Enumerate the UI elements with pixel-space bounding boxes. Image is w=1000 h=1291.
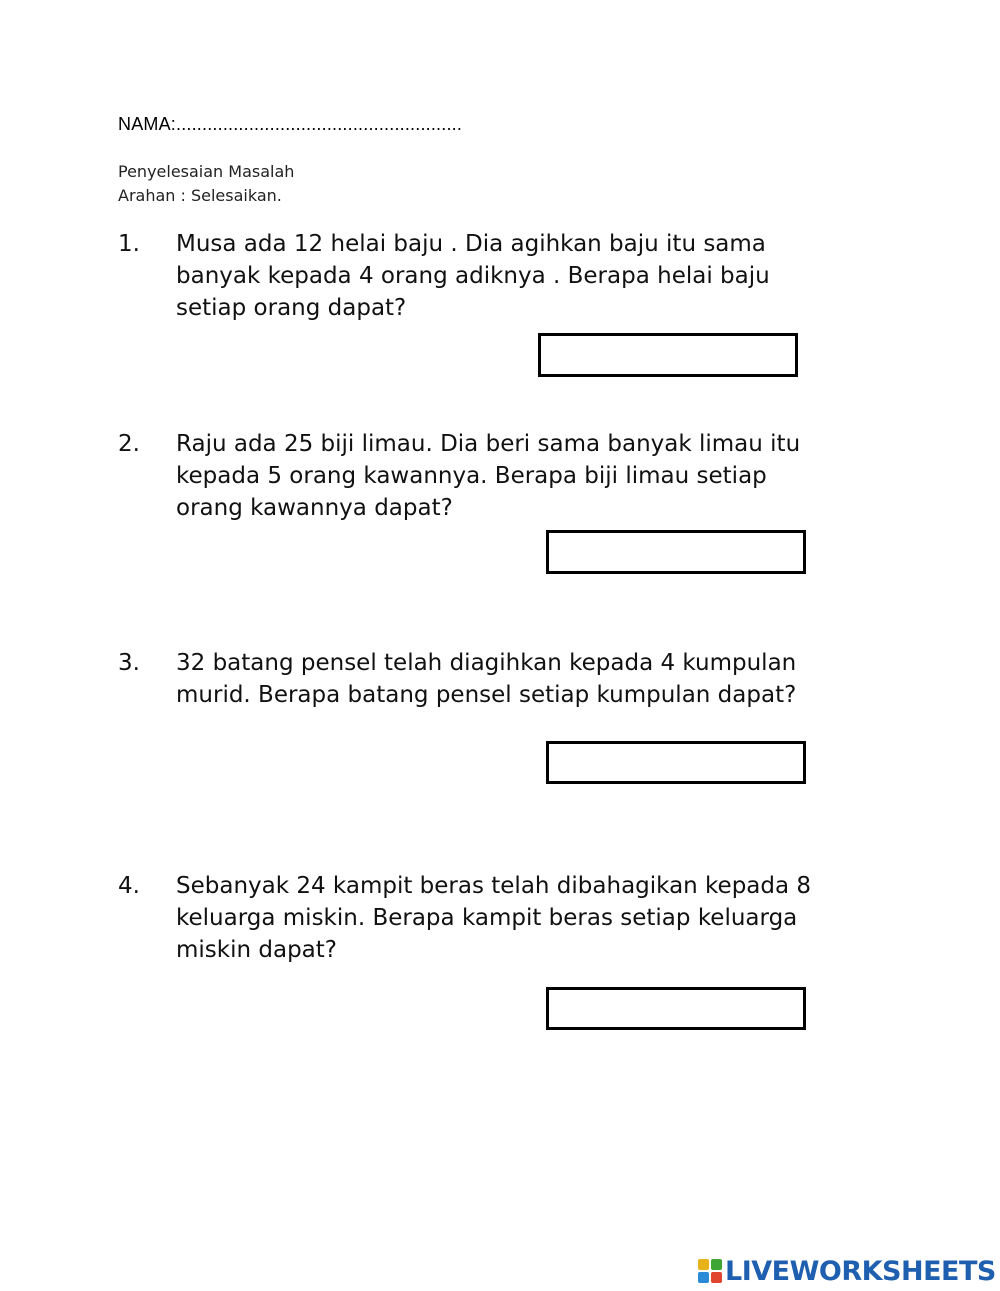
- question-2-number: 2.: [118, 431, 140, 457]
- question-1-answer-box[interactable]: [538, 333, 798, 377]
- logo-square-1: [698, 1259, 709, 1270]
- question-1-text: Musa ada 12 helai baju . Dia agihkan baju itu sama banyak kepada 4 orang adiknya . Berapa helai baju setiap orang dapat?: [176, 231, 770, 321]
- question-3-number: 3.: [118, 650, 140, 676]
- instruction-text: Arahan : Selesaikan.: [118, 186, 282, 205]
- liveworksheets-logo-text: LIVEWORKSHEETS: [725, 1255, 996, 1287]
- question-2-answer-box[interactable]: [546, 530, 806, 574]
- question-4-answer-box[interactable]: [546, 987, 806, 1030]
- liveworksheets-logo: [698, 1256, 996, 1286]
- liveworksheets-logo-icon: [698, 1259, 722, 1283]
- name-field-label: NAMA:.......................................................: [118, 114, 463, 134]
- logo-square-4: [711, 1272, 722, 1283]
- question-3-answer-box[interactable]: [546, 741, 806, 784]
- logo-square-3: [698, 1272, 709, 1283]
- question-3-text: 32 batang pensel telah diagihkan kepada 4 kumpulan murid. Berapa batang pensel setiap kumpulan dapat?: [176, 650, 797, 708]
- question-4-text: Sebanyak 24 kampit beras telah dibahagikan kepada 8 keluarga miskin. Berapa kampit beras setiap keluarga miskin dapat?: [176, 873, 812, 963]
- question-1-number: 1.: [118, 231, 140, 257]
- question-4-number: 4.: [118, 873, 140, 899]
- topic-title: Penyelesaian Masalah: [118, 162, 295, 181]
- logo-square-2: [711, 1259, 722, 1270]
- question-2-text: Raju ada 25 biji limau. Dia beri sama banyak limau itu kepada 5 orang kawannya. Berapa biji limau setiap orang kawannya dapat?: [176, 431, 801, 521]
